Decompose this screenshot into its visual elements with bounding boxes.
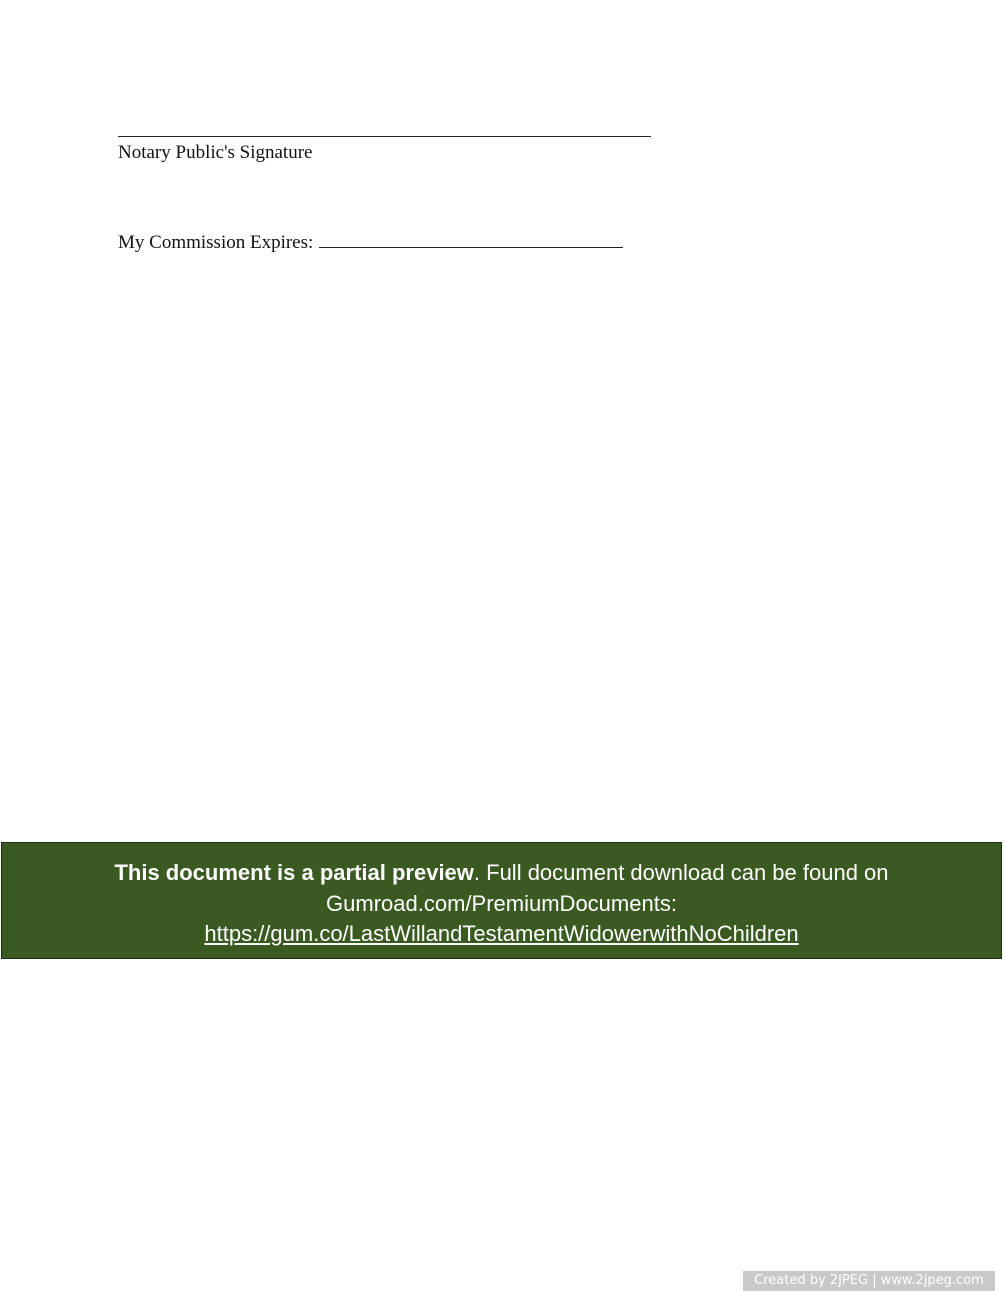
signature-label: Notary Public's Signature bbox=[118, 142, 313, 163]
signature-line bbox=[118, 136, 651, 137]
commission-blank-line bbox=[319, 229, 623, 248]
banner-line-2: Gumroad.com/PremiumDocuments: bbox=[326, 890, 677, 916]
banner-text: . Full document download can be found on bbox=[473, 860, 889, 885]
banner-bold-text: This document is a partial preview bbox=[114, 860, 474, 885]
commission-expires-row bbox=[118, 229, 623, 255]
banner-line-3 bbox=[2, 919, 1001, 950]
banner-line-1 bbox=[2, 858, 1001, 889]
watermark: Created by 2JPEG | www.2jpeg.com bbox=[743, 1271, 995, 1291]
banner-download-link[interactable]: https://gum.co/LastWillandTestamentWidowerwithNoChildren bbox=[204, 921, 799, 946]
preview-banner bbox=[1, 842, 1002, 959]
commission-label: My Commission Expires: bbox=[118, 232, 314, 253]
